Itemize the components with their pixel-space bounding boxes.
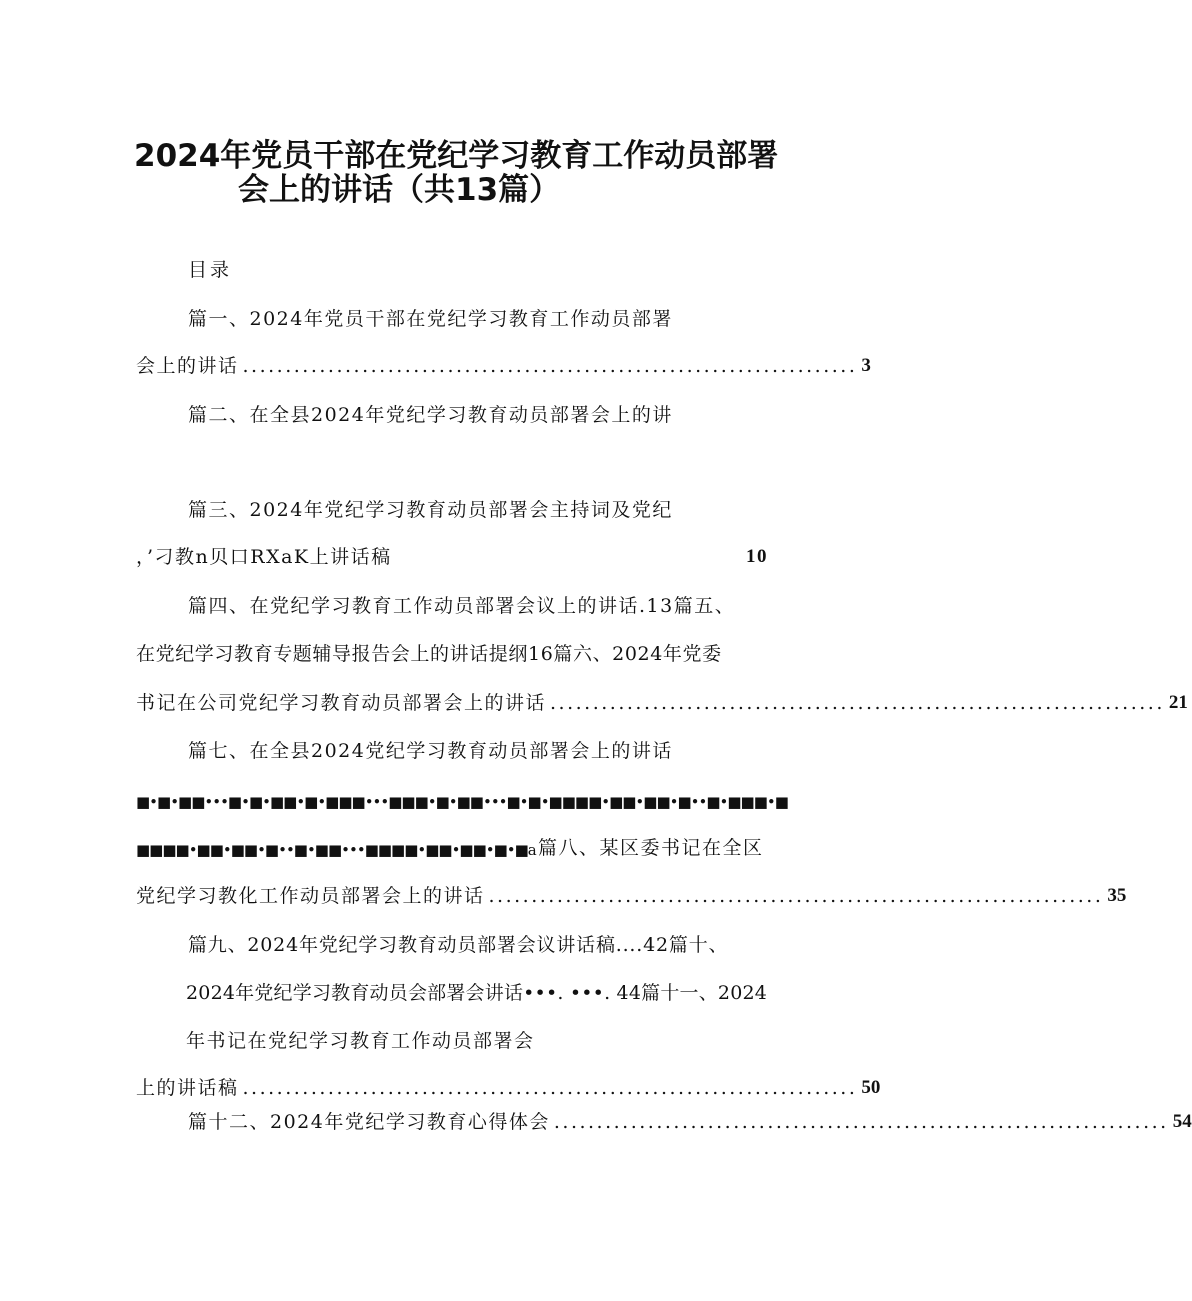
scan-noise-line-1: ■•■•■■•••■•■•■■•■•■■■•••■■■•■•■■•••■•■•■■■■•■■•■■•■••■•■■■•■ <box>136 793 788 811</box>
toc-entry-9-line-1: 篇九、2024年党纪学习教育动员部署会议讲话稿....42篇十、 <box>188 934 729 956</box>
toc-entry-11-line-3: 年书记在党纪学习教育工作动员部署会 <box>186 1030 535 1052</box>
toc-entry-7-line-1: 篇七、在全县2024党纪学习教育动员部署会上的讲话 <box>188 740 673 762</box>
toc-entry-4-line-1: 篇四、在党纪学习教育工作动员部署会议上的讲话.13篇五、 <box>188 595 736 617</box>
toc-entry-6-page: 21 <box>1168 692 1188 713</box>
toc-entry-11-line-4 <box>136 1074 881 1102</box>
toc-entry-8-text: 党纪学习教化工作动员部署会上的讲话 <box>136 885 485 907</box>
toc-entry-3-line-1: 篇三、2024年党纪学习教育动员部署会主持词及党纪 <box>188 499 673 521</box>
toc-entry-5-line-2: 在党纪学习教育专题辅导报告会上的讲话提纲16篇六、2024年党委 <box>136 643 722 665</box>
dot-leader: ........................................................................ <box>488 885 1104 907</box>
toc-entry-6-line-3 <box>136 689 1188 717</box>
toc-entry-2-line-1: 篇二、在全县2024年党纪学习教育动员部署会上的讲 <box>188 404 673 426</box>
toc-entry-10-line-2: 2024年党纪学习教育动员会部署会讲话•••. •••. 44篇十一、2024 <box>186 982 768 1004</box>
dot-leader: ........................................................................ <box>242 355 858 377</box>
dot-leader: ........................................................................ <box>550 692 1165 714</box>
document-title-line-2: 会上的讲话（共13篇） <box>238 172 561 208</box>
toc-heading: 目录 <box>188 259 233 281</box>
dot-leader: ........................................................................ <box>553 1111 1169 1133</box>
toc-entry-1-text: 会上的讲话 <box>136 355 239 377</box>
toc-entry-11-page: 50 <box>861 1077 881 1098</box>
toc-entry-12-text: 篇十二、2024年党纪学习教育心得体会 <box>188 1111 550 1133</box>
toc-entry-3-line-2: ，’刁教n贝口RXaK上讲话稿 <box>136 546 392 568</box>
document-title-line-1: 2024年党员干部在党纪学习教育工作动员部署 <box>134 138 779 174</box>
toc-entry-1-line-1: 篇一、2024年党员干部在党纪学习教育工作动员部署 <box>188 308 673 330</box>
toc-entry-6-text: 书记在公司党纪学习教育动员部署会上的讲话 <box>136 692 547 714</box>
toc-entry-3-page: 10 <box>746 546 768 567</box>
scan-noise-line-2: ■■■■•■■•■■•■••■•■■•••■■■■•■■•■■•■•■a <box>136 841 536 859</box>
toc-entry-12-page: 54 <box>1172 1111 1192 1132</box>
toc-entry-8-line-2 <box>136 882 1127 910</box>
toc-entry-1-line-2 <box>136 352 871 380</box>
toc-entry-11-text: 上的讲话稿 <box>136 1077 239 1099</box>
toc-entry-12-line-1 <box>188 1108 1192 1136</box>
toc-entry-8-page: 35 <box>1107 885 1127 906</box>
toc-entry-8-line-1: 篇八、某区委书记在全区 <box>538 837 764 859</box>
toc-entry-1-page: 3 <box>861 355 871 376</box>
dot-leader: ........................................................................ <box>242 1077 858 1099</box>
